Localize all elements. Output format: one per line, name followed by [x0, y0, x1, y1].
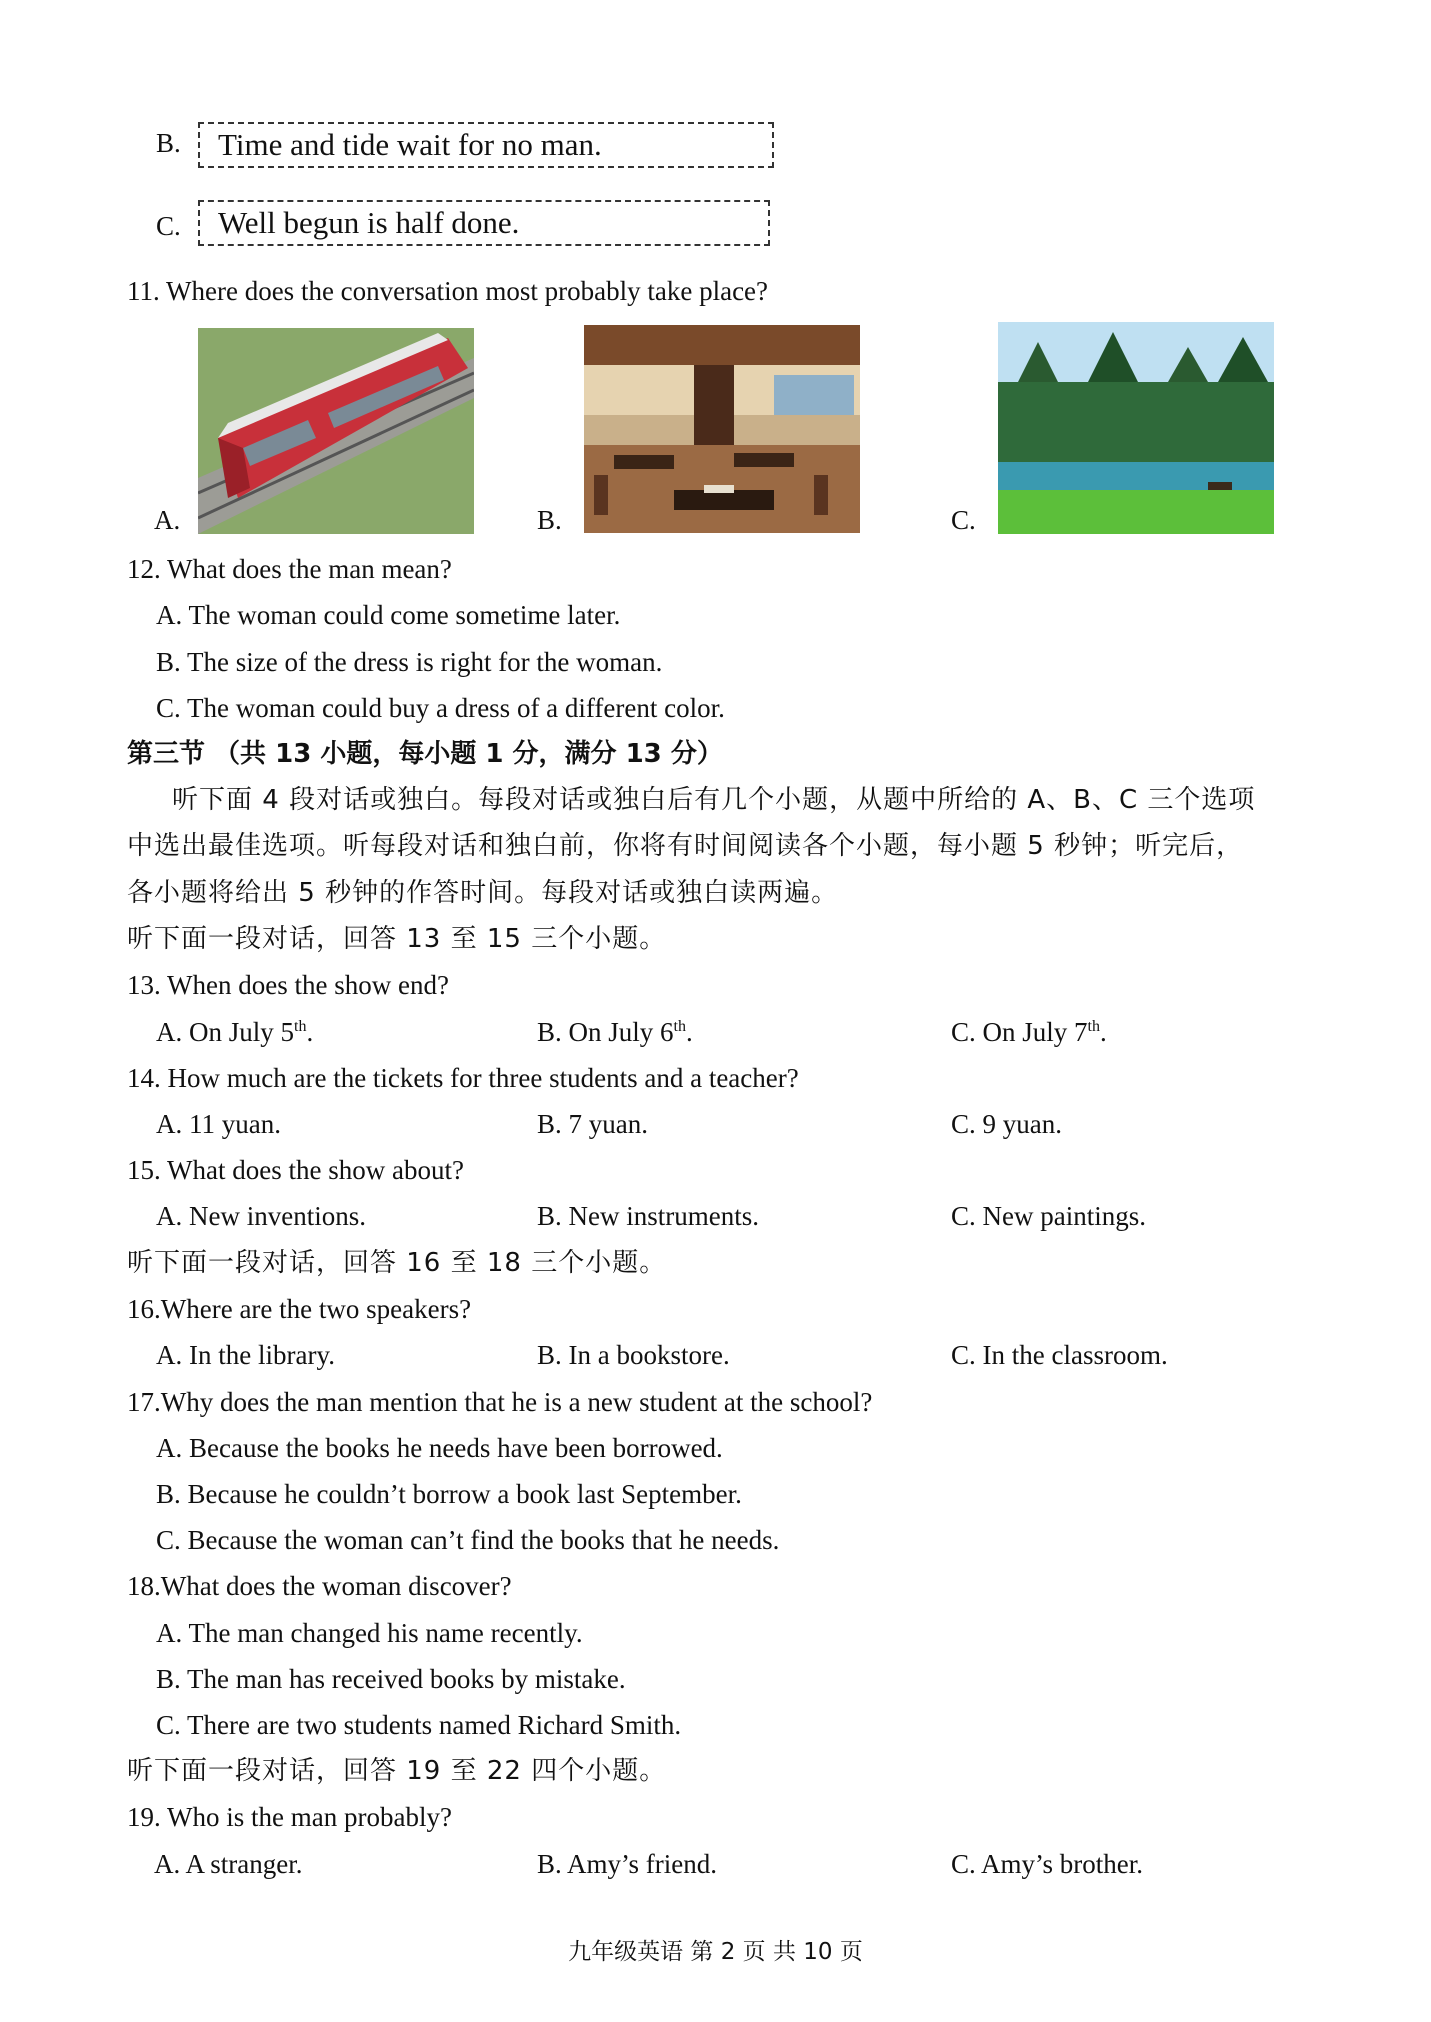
- q19-option-a: A. A stranger.: [154, 1849, 303, 1879]
- section-title: 第三节 （共 13 小题，每小题 1 分，满分 13 分）: [127, 739, 723, 769]
- q12-option-c: C. The woman could buy a dress of a different color.: [156, 693, 725, 723]
- q10-c-label: C.: [156, 211, 181, 241]
- section-instruction-3: 各小题将给出 5 秒钟的作答时间。每段对话或独白读两遍。: [127, 878, 839, 908]
- q19-option-b: B. Amy’s friend.: [537, 1849, 717, 1879]
- q11-question: 11. Where does the conversation most probably take place?: [127, 276, 769, 306]
- q18-option-c: C. There are two students named Richard Smith.: [156, 1710, 682, 1740]
- q11-a-label: A.: [154, 505, 181, 535]
- q10-c-box: Well begun is half done.: [198, 200, 770, 246]
- section-instruction-1: 听下面 4 段对话或独白。每段对话或独白后有几个小题，从题中所给的 A、B、C 三个选项: [172, 785, 1256, 815]
- page-footer: 九年级英语 第 2 页 共 10 页: [568, 1939, 863, 1965]
- listen-instruction-3: 听下面一段对话，回答 19 至 22 四个小题。: [127, 1756, 667, 1786]
- q18-question: 18.What does the woman discover?: [127, 1571, 512, 1601]
- q16-option-b: B. In a bookstore.: [537, 1340, 730, 1370]
- q14-option-b: B. 7 yuan.: [537, 1109, 648, 1139]
- q14-option-c: C. 9 yuan.: [951, 1109, 1062, 1139]
- q15-option-c: C. New paintings.: [951, 1201, 1146, 1231]
- q17-question: 17.Why does the man mention that he is a new student at the school?: [127, 1387, 873, 1417]
- q13-question: 13. When does the show end?: [127, 970, 449, 1000]
- q16-option-c: C. In the classroom.: [951, 1340, 1168, 1370]
- q10-b-label: B.: [156, 128, 181, 158]
- q13-option-c: C. On July 7th.: [951, 1017, 1107, 1047]
- q14-question: 14. How much are the tickets for three students and a teacher?: [127, 1063, 799, 1093]
- q15-option-b: B. New instruments.: [537, 1201, 759, 1231]
- q17-option-c: C. Because the woman can’t find the books that he needs.: [156, 1525, 780, 1555]
- q12-option-a: A. The woman could come sometime later.: [156, 600, 621, 630]
- section-instruction-2: 中选出最佳选项。听每段对话和独白前，你将有时间阅读各个小题，每小题 5 秒钟；听完后，: [127, 831, 1244, 861]
- listen-instruction-1: 听下面一段对话，回答 13 至 15 三个小题。: [127, 924, 667, 954]
- q15-option-a: A. New inventions.: [156, 1201, 366, 1231]
- q14-option-a: A. 11 yuan.: [156, 1109, 281, 1139]
- train-icon: [198, 328, 474, 534]
- restaurant-icon: [584, 325, 860, 533]
- q15-question: 15. What does the show about?: [127, 1155, 464, 1185]
- q16-question: 16.Where are the two speakers?: [127, 1294, 472, 1324]
- listen-instruction-2: 听下面一段对话，回答 16 至 18 三个小题。: [127, 1248, 667, 1278]
- q19-option-c: C. Amy’s brother.: [951, 1849, 1144, 1879]
- q13-option-b: B. On July 6th.: [537, 1017, 693, 1047]
- q17-option-a: A. Because the books he needs have been borrowed.: [156, 1433, 723, 1463]
- park-lake-icon: [998, 322, 1274, 534]
- q12-option-b: B. The size of the dress is right for the woman.: [156, 647, 663, 677]
- q18-option-b: B. The man has received books by mistake.: [156, 1664, 626, 1694]
- q11-b-label: B.: [537, 505, 562, 535]
- q13-option-a: A. On July 5th.: [156, 1017, 314, 1047]
- q10-b-box: Time and tide wait for no man.: [198, 122, 774, 168]
- q17-option-b: B. Because he couldn’t borrow a book last September.: [156, 1479, 742, 1509]
- q11-c-label: C.: [951, 505, 976, 535]
- q12-question: 12. What does the man mean?: [127, 554, 452, 584]
- q18-option-a: A. The man changed his name recently.: [156, 1618, 583, 1648]
- q16-option-a: A. In the library.: [156, 1340, 335, 1370]
- q19-question: 19. Who is the man probably?: [127, 1802, 452, 1832]
